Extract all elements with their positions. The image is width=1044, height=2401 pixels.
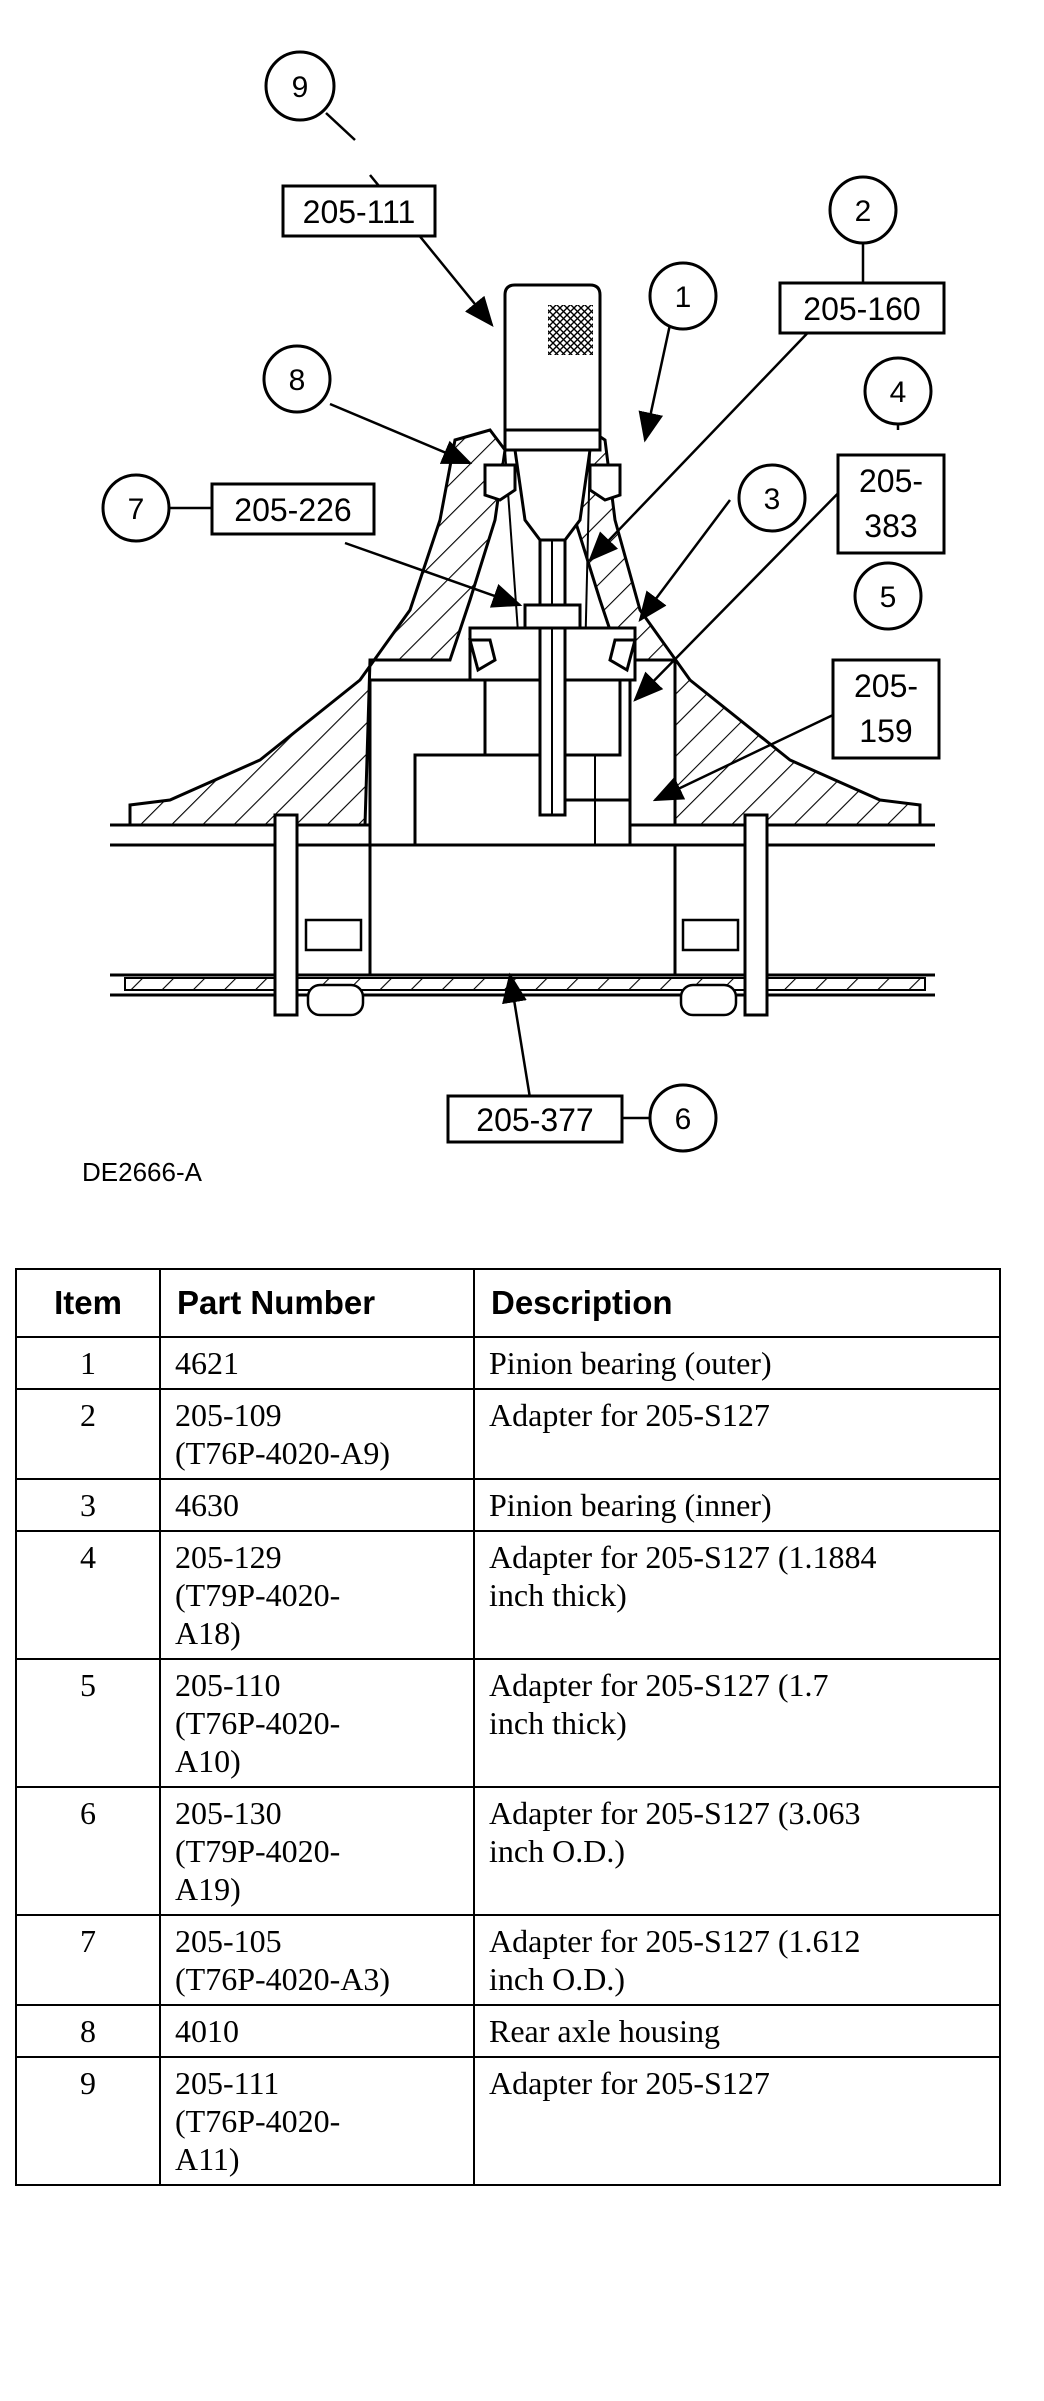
callout-5-label-line1: 205- bbox=[853, 668, 919, 704]
description-line: inch O.D.) bbox=[489, 1961, 625, 1997]
table-row bbox=[16, 1659, 1000, 1787]
table-row bbox=[16, 1389, 1000, 1479]
callout-8-number: 8 bbox=[288, 364, 306, 397]
description-line: Adapter for 205-S127 bbox=[489, 2065, 770, 2101]
table-row bbox=[16, 1531, 1000, 1659]
cell-item: 5 bbox=[16, 1659, 160, 1787]
part-number-line: 4010 bbox=[175, 2013, 239, 2049]
parts-table-body bbox=[16, 1337, 1000, 2185]
part-number-line: 205-129 bbox=[175, 1539, 282, 1575]
table-header-row bbox=[16, 1269, 1000, 1337]
cell-item: 6 bbox=[16, 1787, 160, 1915]
cell-part-number bbox=[160, 2057, 474, 2185]
cell-part-number bbox=[160, 1915, 474, 2005]
description-line: inch O.D.) bbox=[489, 1833, 625, 1869]
description-line: inch thick) bbox=[489, 1577, 627, 1613]
description-line: Rear axle housing bbox=[489, 2013, 721, 2049]
description-line: inch thick) bbox=[489, 1705, 627, 1741]
figure-id: DE2666-A bbox=[82, 1157, 202, 1187]
callout-9-label: 205-111 bbox=[302, 194, 416, 230]
part-number-line: (T79P-4020- bbox=[175, 1577, 341, 1613]
callout-2-label: 205-160 bbox=[803, 291, 921, 327]
part-number-line: (T76P-4020- bbox=[175, 2103, 341, 2139]
cell-part-number bbox=[160, 1531, 474, 1659]
callout-4-label-line1: 205- bbox=[858, 463, 924, 499]
adapter-205-226 bbox=[525, 605, 580, 628]
part-number-line: 205-130 bbox=[175, 1795, 282, 1831]
cell-part-number bbox=[160, 1389, 474, 1479]
description-line: Adapter for 205-S127 (1.1884 bbox=[489, 1539, 877, 1575]
part-number-line: A19) bbox=[175, 1871, 241, 1907]
cell-item: 8 bbox=[16, 2005, 160, 2057]
callout-7-label: 205-226 bbox=[234, 492, 352, 528]
cell-description bbox=[474, 1389, 1000, 1479]
table-row bbox=[16, 1787, 1000, 1915]
description-line: Adapter for 205-S127 (1.7 bbox=[489, 1667, 829, 1703]
cell-item: 1 bbox=[16, 1337, 160, 1389]
table-row bbox=[16, 2057, 1000, 2185]
header-item: Item bbox=[16, 1269, 160, 1337]
cell-part-number bbox=[160, 1337, 474, 1389]
callout-5-number: 5 bbox=[879, 581, 897, 614]
callout-4-number: 4 bbox=[889, 376, 907, 409]
part-number-line: A18) bbox=[175, 1615, 241, 1651]
description-line: Adapter for 205-S127 bbox=[489, 1397, 770, 1433]
cell-description bbox=[474, 1659, 1000, 1787]
description-line: Pinion bearing (outer) bbox=[489, 1345, 772, 1381]
table-row bbox=[16, 1337, 1000, 1389]
part-number-line: 4621 bbox=[175, 1345, 239, 1381]
part-number-line: (T79P-4020- bbox=[175, 1833, 341, 1869]
cell-item: 3 bbox=[16, 1479, 160, 1531]
cell-item: 9 bbox=[16, 2057, 160, 2185]
table-row bbox=[16, 1915, 1000, 2005]
description-line: Pinion bearing (inner) bbox=[489, 1487, 772, 1523]
cell-description bbox=[474, 1915, 1000, 2005]
cell-description bbox=[474, 1531, 1000, 1659]
part-number-line: 205-110 bbox=[175, 1667, 281, 1703]
part-number-line: (T76P-4020- bbox=[175, 1705, 341, 1741]
part-number-line: 205-111 bbox=[175, 2065, 280, 2101]
table-row bbox=[16, 1479, 1000, 1531]
part-number-line: 205-109 bbox=[175, 1397, 282, 1433]
part-number-line: A10) bbox=[175, 1743, 241, 1779]
cell-description bbox=[474, 1337, 1000, 1389]
cell-part-number bbox=[160, 1479, 474, 1531]
callout-2-number: 2 bbox=[854, 195, 872, 228]
part-number-line: A11) bbox=[175, 2141, 240, 2177]
callout-7-number: 7 bbox=[127, 493, 145, 526]
table-row bbox=[16, 2005, 1000, 2057]
cell-item: 7 bbox=[16, 1915, 160, 2005]
cell-item: 2 bbox=[16, 1389, 160, 1479]
callout-6-number: 6 bbox=[674, 1103, 692, 1136]
cell-part-number bbox=[160, 1659, 474, 1787]
callout-6-label: 205-377 bbox=[476, 1102, 594, 1138]
header-part-number: Part Number bbox=[160, 1269, 474, 1337]
parts-table bbox=[15, 1268, 1001, 2186]
callout-4-label-line2: 383 bbox=[864, 508, 918, 544]
cell-description bbox=[474, 1787, 1000, 1915]
part-number-line: 205-105 bbox=[175, 1923, 282, 1959]
description-line: Adapter for 205-S127 (3.063 bbox=[489, 1795, 861, 1831]
adapter-205-377 bbox=[370, 845, 675, 975]
cell-description bbox=[474, 2057, 1000, 2185]
callout-3-number: 3 bbox=[763, 483, 781, 516]
pinion-depth-setup-diagram bbox=[0, 0, 1044, 1200]
cell-part-number bbox=[160, 2005, 474, 2057]
cell-part-number bbox=[160, 1787, 474, 1915]
description-line: Adapter for 205-S127 (1.612 bbox=[489, 1923, 861, 1959]
part-number-line: (T76P-4020-A9) bbox=[175, 1435, 391, 1471]
part-number-line: (T76P-4020-A3) bbox=[175, 1961, 391, 1997]
callout-5-label-line2: 159 bbox=[859, 713, 913, 749]
callout-9-number: 9 bbox=[291, 71, 309, 104]
callout-1-number: 1 bbox=[674, 281, 692, 314]
part-number-line: 4630 bbox=[175, 1487, 239, 1523]
cell-description bbox=[474, 1479, 1000, 1531]
header-description: Description bbox=[474, 1269, 1000, 1337]
handle-205-111 bbox=[505, 285, 600, 450]
cell-item: 4 bbox=[16, 1531, 160, 1659]
cell-description bbox=[474, 2005, 1000, 2057]
